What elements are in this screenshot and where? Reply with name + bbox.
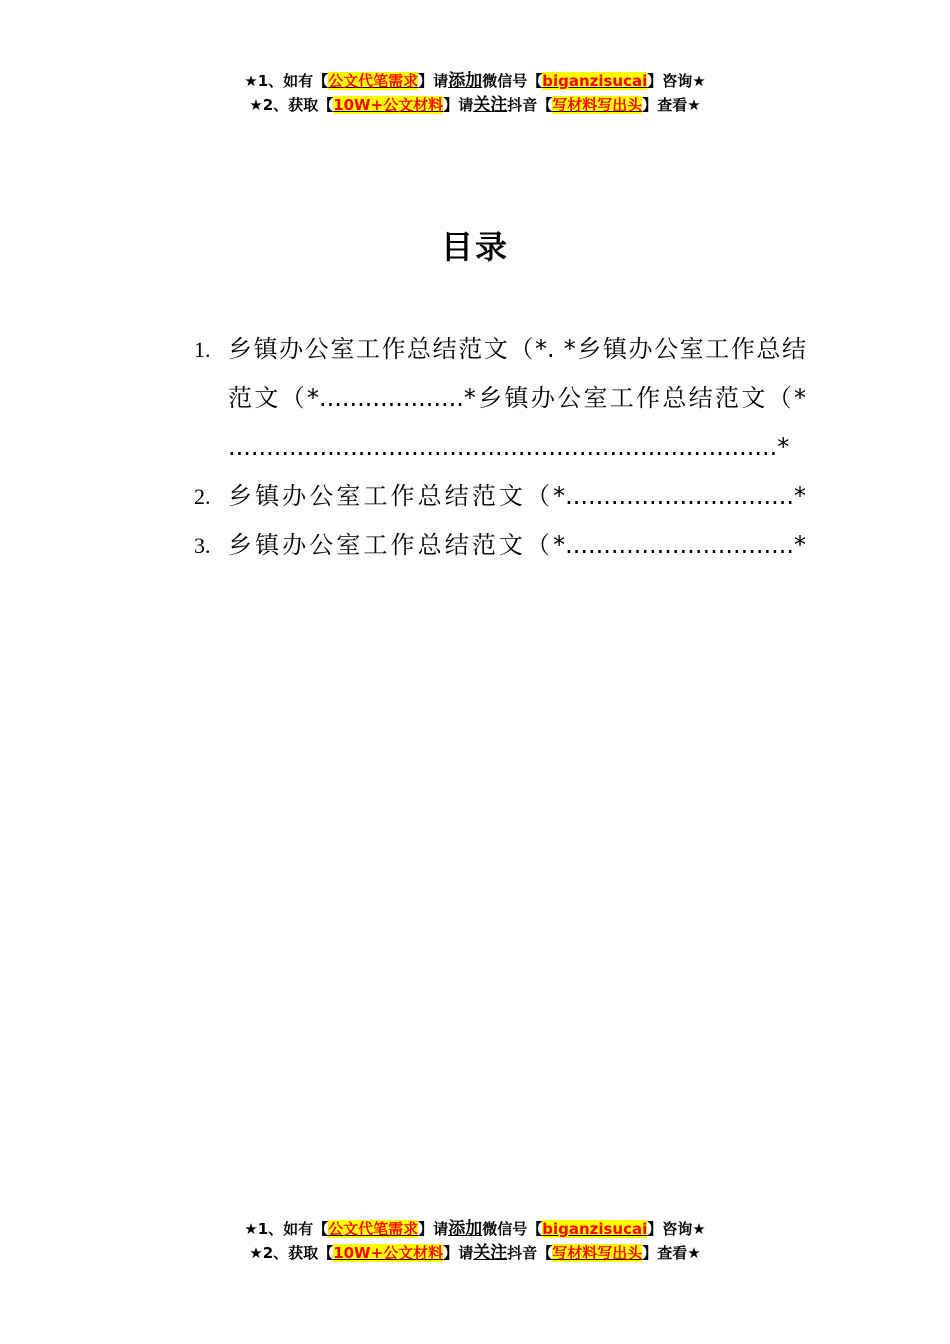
highlight-materials: 10W+公文材料	[333, 96, 444, 114]
header-banner	[0, 69, 950, 117]
toc-item-number: 3.	[194, 533, 211, 558]
toc-item-number: 1.	[194, 337, 211, 362]
banner-line-1: ★1、如有【公文代笔需求】请添加微信号【biganzisucai】咨询★	[244, 71, 706, 91]
banner-line-2: ★2、获取【10W+公文材料】请关注抖音【写材料写出头】查看★	[249, 95, 701, 115]
toc-item-2[interactable]	[194, 472, 814, 521]
highlight-douyin-account: 写材料写出头	[552, 96, 643, 114]
toc-item-text: 乡镇办公室工作总结范文（*..............................*	[228, 482, 806, 510]
highlight-douyin-account: 写材料写出头	[552, 1244, 643, 1262]
highlight-service: 公文代笔需求	[328, 72, 419, 90]
table-of-contents	[194, 325, 814, 570]
toc-item-text: 乡镇办公室工作总结范文（*. *乡镇办公室工作总结	[228, 335, 806, 363]
banner-line-2: ★2、获取【10W+公文材料】请关注抖音【写材料写出头】查看★	[249, 1243, 701, 1263]
banner-line-1: ★1、如有【公文代笔需求】请添加微信号【biganzisucai】咨询★	[244, 1219, 706, 1239]
toc-item-text: 乡镇办公室工作总结范文（*..............................*	[228, 531, 806, 559]
highlight-wechat-id: biganzisucai	[542, 1220, 648, 1238]
toc-item-text: 范文（*...................*乡镇办公室工作总结范文（*	[228, 384, 806, 412]
page-title: 目录	[440, 228, 509, 266]
toc-item-leader: ........................................................................*	[228, 433, 790, 461]
toc-item-3[interactable]	[194, 521, 814, 570]
footer-banner	[0, 1217, 950, 1265]
highlight-wechat-id: biganzisucai	[542, 72, 648, 90]
highlight-service: 公文代笔需求	[328, 1220, 419, 1238]
highlight-materials: 10W+公文材料	[333, 1244, 444, 1262]
toc-item-number: 2.	[194, 484, 211, 509]
toc-item-1[interactable]	[194, 325, 814, 472]
